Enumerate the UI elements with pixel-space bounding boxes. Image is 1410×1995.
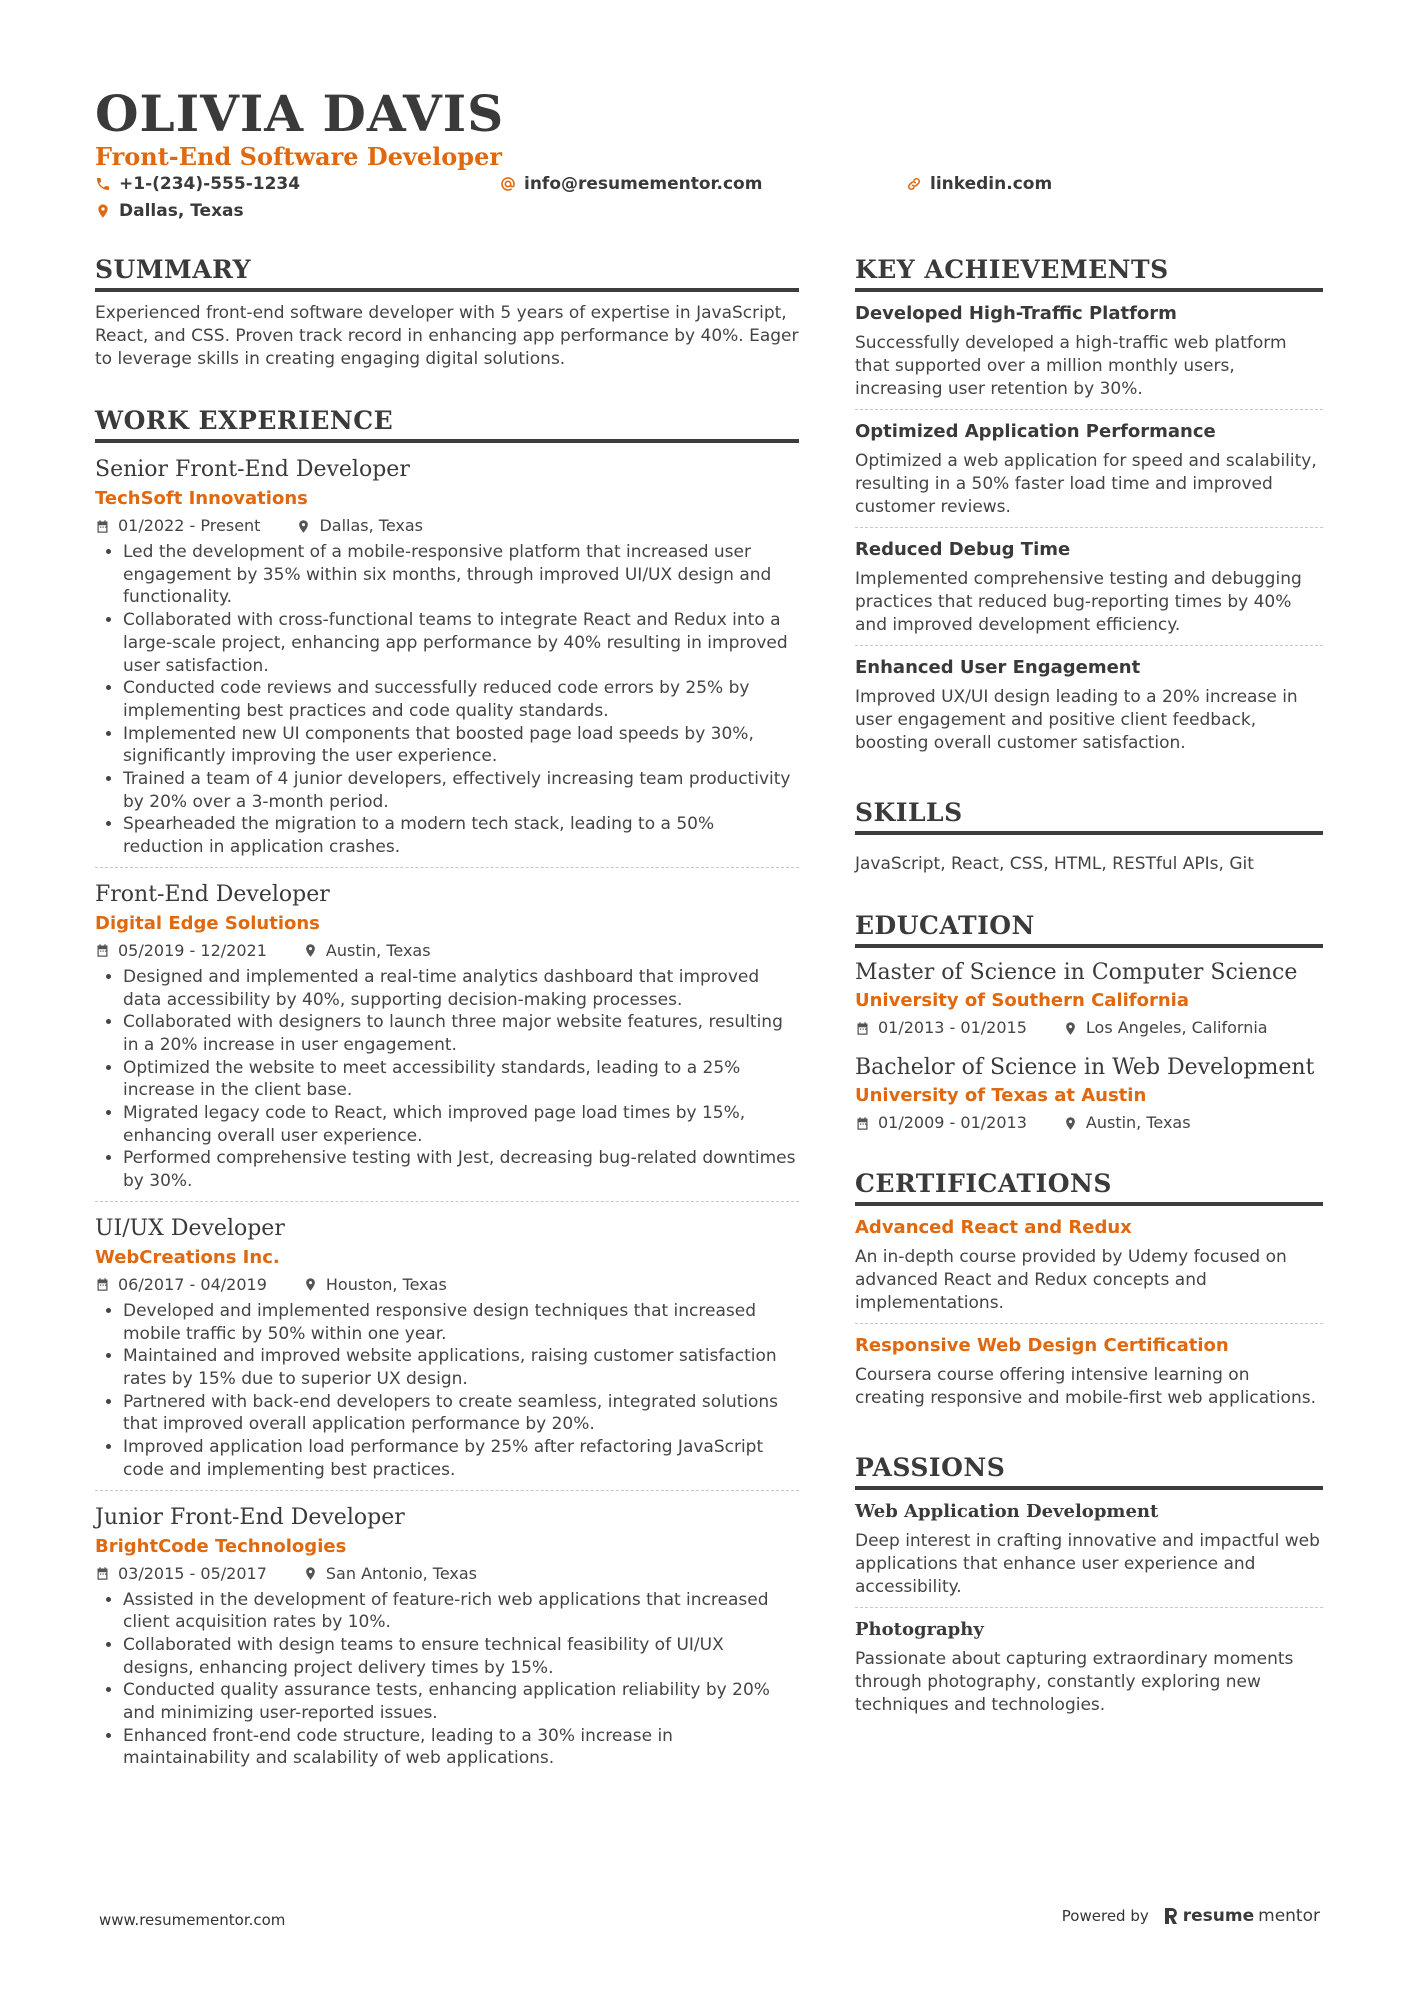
achievement-item (855, 292, 1323, 410)
email-link[interactable]: info@resumementor.com (524, 174, 763, 194)
certification-title: Advanced React and Redux (855, 1217, 1132, 1238)
education-section (855, 910, 1323, 1134)
passions-title: PASSIONS (855, 1452, 1323, 1490)
education-item (855, 958, 1323, 1039)
job-entry (95, 1214, 799, 1491)
achievement-title: Enhanced User Engagement (855, 657, 1141, 678)
bullet-item: • Assisted in the development of feature-rich web applications that increased client acquisition rates by 10%. (123, 1589, 799, 1634)
skills-text: JavaScript, React, CSS, HTML, RESTful APIs, Git (855, 854, 1254, 874)
key-achievements-section (855, 254, 1323, 763)
education-dates: 01/2009 - 01/2013 (878, 1113, 1027, 1132)
bullet-item: • Collaborated with design teams to ensure technical feasibility of UI/UX designs, enhancing project delivery times by 15%. (123, 1634, 799, 1679)
achievement-item (855, 646, 1323, 763)
achievement-item (855, 410, 1323, 528)
contact-phone (95, 173, 300, 195)
work-experience-section (95, 405, 799, 1778)
job-location: Houston, Texas (325, 1274, 447, 1294)
bullet-item: • Optimized the website to meet accessibility standards, leading to a 25% increase in the client base. (123, 1057, 799, 1102)
location-pin-icon (296, 519, 311, 534)
bullet-item: • Partnered with back-end developers to create seamless, integrated solutions that improved overall application performance by 20%. (123, 1391, 799, 1436)
job-title: UI/UX Developer (95, 1215, 285, 1241)
phone-text: +1-(234)-555-1234 (119, 174, 301, 194)
certification-item (855, 1324, 1323, 1418)
calendar-icon (855, 1116, 870, 1131)
passions-section (855, 1452, 1323, 1725)
certification-text: An in-depth course provided by Udemy focused on advanced React and Redux concepts and implementations. (855, 1247, 1287, 1313)
bullet-item: • Conducted code reviews and successfully reduced code errors by 25% by implementing best practices and code quality standards. (123, 677, 799, 722)
certification-title: Responsive Web Design Certification (855, 1335, 1229, 1356)
job-bullets (95, 541, 799, 859)
job-title: Front-End Developer (95, 881, 330, 907)
job-dates: 03/2015 - 05/2017 (118, 1563, 267, 1583)
location-pin-icon (303, 943, 318, 958)
skills-title: SKILLS (855, 797, 1323, 835)
job-entry (95, 455, 799, 868)
job-location: Dallas, Texas (319, 516, 424, 535)
certification-text: Coursera course offering intensive learning on creating responsive and mobile-first web applications. (855, 1365, 1316, 1408)
skills-section (855, 797, 1323, 876)
achievement-item (855, 528, 1323, 646)
brand-mark-icon (1163, 1907, 1179, 1925)
calendar-icon (855, 1021, 870, 1036)
bullet-item: • Trained a team of 4 junior developers, effectively increasing team productivity by 20% over a 3-month period. (123, 768, 799, 813)
passion-item (855, 1608, 1323, 1725)
company-name: WebCreations Inc. (95, 1246, 280, 1268)
achievement-text: Optimized a web application for speed and scalability, resulting in a 50% faster load time and improved customer reviews. (855, 451, 1317, 517)
footer-website[interactable]: www.resumementor.com (99, 1911, 286, 1929)
powered-by-label: Powered by (1061, 1907, 1149, 1925)
location-pin-icon (1063, 1021, 1078, 1036)
summary-title: SUMMARY (95, 254, 799, 292)
school-name: University of Texas at Austin (855, 1085, 1147, 1106)
certifications-title: CERTIFICATIONS (855, 1168, 1323, 1206)
education-location: Los Angeles, California (1085, 1018, 1268, 1037)
left-column (95, 254, 799, 1812)
passion-text: Deep interest in crafting innovative and impactful web applications that enhance user experience and accessibility. (855, 1531, 1320, 1597)
brand-logo[interactable] (1163, 1906, 1320, 1926)
job-entry (95, 1503, 799, 1779)
location-pin-icon (303, 1277, 318, 1292)
candidate-name: OLIVIA DAVIS (95, 84, 505, 143)
bullet-item: • Spearheaded the migration to a modern tech stack, leading to a 50% reduction in application crashes. (123, 813, 799, 858)
candidate-role: Front-End Software Developer (95, 142, 502, 171)
job-meta (95, 1563, 799, 1585)
phone-icon (95, 176, 111, 192)
passion-item (855, 1490, 1323, 1608)
brand-resume: resume (1182, 1906, 1255, 1926)
bullet-item: • Collaborated with cross-functional teams to integrate React and Redux into a large-scale project, enhancing app performance by 40% resulting in improved user satisfaction. (123, 609, 799, 677)
job-location: Austin, Texas (325, 940, 431, 960)
passion-text: Passionate about capturing extraordinary moments through photography, constantly exploring new techniques and technologies. (855, 1649, 1294, 1715)
company-name: BrightCode Technologies (95, 1535, 347, 1557)
education-meta (855, 1112, 1323, 1134)
job-bullets (95, 1589, 799, 1771)
at-icon (500, 176, 516, 192)
job-location: San Antonio, Texas (325, 1563, 477, 1583)
bullet-item: • Implemented new UI components that boosted page load speeds by 30%, significantly improving the user experience. (123, 723, 799, 768)
bullet-item: • Conducted quality assurance tests, enhancing application reliability by 20% and minimizing user-reported issues. (123, 1679, 799, 1724)
job-entry (95, 880, 799, 1202)
achievement-text: Implemented comprehensive testing and debugging practices that reduced bug-reporting times by 40% and improved development efficiency. (855, 569, 1302, 635)
company-name: TechSoft Innovations (95, 488, 308, 509)
contact-location (95, 200, 244, 222)
bullet-item: • Improved application load performance by 25% after refactoring JavaScript code and implementing best practices. (123, 1436, 799, 1481)
passion-title: Photography (855, 1619, 984, 1640)
location-text: Dallas, Texas (119, 201, 244, 221)
summary-text: Experienced front-end software developer with 5 years of expertise in JavaScript, React, and CSS. Proven track record in enhancing app performance by 40%. Eager to leverage skills in creating engaging digital solutions. (95, 303, 799, 369)
footer-powered-by (1062, 1906, 1320, 1926)
job-meta (95, 940, 799, 962)
work-experience-title: WORK EXPERIENCE (95, 405, 799, 443)
education-location: Austin, Texas (1085, 1113, 1191, 1132)
job-dates: 01/2022 - Present (118, 516, 261, 535)
contact-email[interactable] (500, 173, 762, 195)
certification-item (855, 1206, 1323, 1324)
job-dates: 05/2019 - 12/2021 (118, 940, 267, 960)
calendar-icon (95, 1277, 110, 1292)
job-title: Junior Front-End Developer (95, 1504, 405, 1530)
key-achievements-title: KEY ACHIEVEMENTS (855, 254, 1323, 292)
company-name: Digital Edge Solutions (95, 912, 320, 934)
bullet-item: • Performed comprehensive testing with Jest, decreasing bug-related downtimes by 30%. (123, 1147, 799, 1192)
calendar-icon (95, 1566, 110, 1581)
education-title: EDUCATION (855, 910, 1323, 948)
degree-title: Master of Science in Computer Science (855, 960, 1298, 985)
achievement-title: Optimized Application Performance (855, 421, 1216, 442)
education-dates: 01/2013 - 01/2015 (878, 1018, 1027, 1037)
bullet-item: • Enhanced front-end code structure, leading to a 30% increase in maintainability and scalability of web applications. (123, 1725, 799, 1770)
bullet-item: • Maintained and improved website applications, raising customer satisfaction rates by 15% due to superior UX design. (123, 1345, 799, 1390)
bullet-item: • Designed and implemented a real-time analytics dashboard that improved data accessibility by 40%, supporting decision-making processes. (123, 966, 799, 1011)
brand-mentor: mentor (1258, 1906, 1320, 1926)
achievement-title: Reduced Debug Time (855, 539, 1071, 560)
right-column (855, 254, 1323, 1759)
achievement-title: Developed High-Traffic Platform (855, 303, 1177, 324)
job-bullets (95, 966, 799, 1193)
location-pin-icon (303, 1566, 318, 1581)
job-meta (95, 515, 799, 537)
bullet-item: • Migrated legacy code to React, which improved page load times by 15%, enhancing overall user experience. (123, 1102, 799, 1147)
link-icon (906, 176, 922, 192)
summary-section (95, 254, 799, 371)
achievement-text: Improved UX/UI design leading to a 20% increase in user engagement and positive client feedback, boosting overall customer satisfaction. (855, 687, 1298, 753)
school-name: University of Southern California (855, 990, 1190, 1011)
education-item (855, 1053, 1323, 1134)
job-bullets (95, 1300, 799, 1482)
bullet-item: • Developed and implemented responsive design techniques that increased mobile traffic by 50% within one year. (123, 1300, 799, 1345)
degree-title: Bachelor of Science in Web Development (855, 1055, 1315, 1080)
job-dates: 06/2017 - 04/2019 (118, 1274, 267, 1294)
location-pin-icon (1063, 1116, 1078, 1131)
location-pin-icon (95, 203, 111, 219)
calendar-icon (95, 943, 110, 958)
achievement-text: Successfully developed a high-traffic web platform that supported over a million monthly users, increasing user retention by 30%. (855, 333, 1287, 399)
education-meta (855, 1017, 1323, 1039)
bullet-item: • Led the development of a mobile-responsive platform that increased user engagement by 35% within six months, through improved UI/UX design and functionality. (123, 541, 799, 609)
bullet-item: • Collaborated with designers to launch three major website features, resulting in a 20% increase in user engagement. (123, 1011, 799, 1056)
calendar-icon (95, 519, 110, 534)
job-meta (95, 1274, 799, 1296)
linkedin-link[interactable]: linkedin.com (930, 174, 1053, 194)
certifications-section (855, 1168, 1323, 1418)
contact-linkedin[interactable] (906, 173, 1052, 195)
passion-title: Web Application Development (855, 1501, 1159, 1522)
job-title: Senior Front-End Developer (95, 457, 410, 482)
